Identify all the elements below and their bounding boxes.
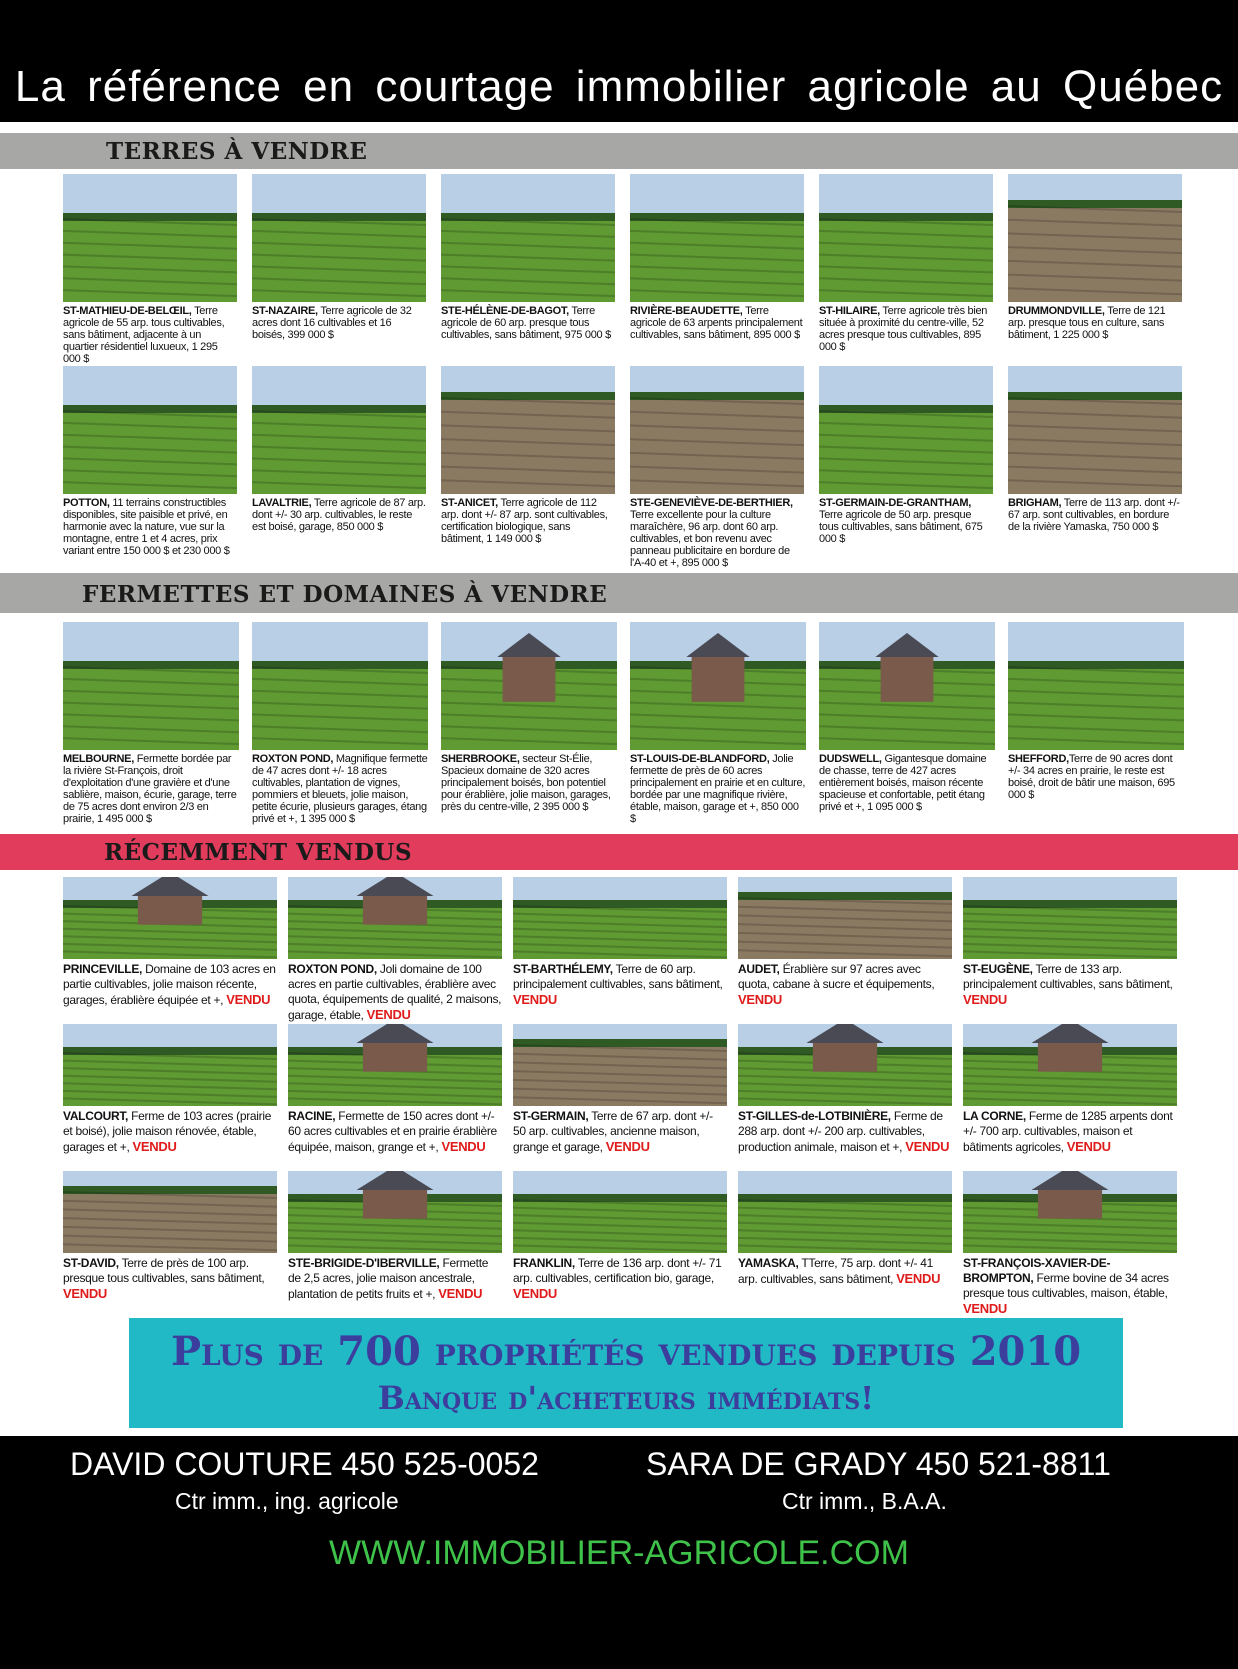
fermette-card[interactable] (630, 622, 806, 828)
terre-caption (63, 497, 237, 557)
terre-caption (630, 305, 804, 341)
agent-david-title: Ctr imm., ing. agricole (175, 1488, 399, 1514)
terre-card[interactable] (819, 366, 993, 554)
vendu-caption (288, 1109, 502, 1155)
fermette-card[interactable] (441, 622, 617, 828)
fermette-card[interactable] (63, 622, 239, 828)
terre-place: ST-NAZAIRE, (252, 305, 318, 317)
sold-label: VENDU (438, 1286, 483, 1301)
section-band-terres (0, 133, 1238, 169)
terre-place: RIVIÈRE-BEAUDETTE, (630, 305, 743, 317)
terre-card[interactable] (63, 174, 237, 365)
terre-caption (819, 497, 993, 545)
fermette-caption (63, 753, 239, 825)
fermette-place: ROXTON POND, (252, 753, 334, 765)
vendu-card[interactable] (738, 1171, 952, 1314)
fermette-caption (1008, 753, 1184, 801)
vendu-place: ST-DAVID, (63, 1256, 119, 1270)
terre-caption (63, 305, 237, 365)
terre-photo (1008, 174, 1182, 302)
agent-sara-title: Ctr imm., B.A.A. (782, 1488, 947, 1514)
vendu-photo (738, 1171, 952, 1253)
vendu-caption (513, 962, 727, 1008)
vendu-card[interactable] (288, 1024, 502, 1167)
terre-place: DRUMMONDVILLE, (1008, 305, 1105, 317)
terre-photo (63, 366, 237, 494)
terre-photo (252, 366, 426, 494)
vendu-caption (738, 962, 952, 1008)
terre-photo (63, 174, 237, 302)
vendu-photo (288, 1024, 502, 1106)
vendu-place: VALCOURT, (63, 1109, 129, 1123)
fermette-card[interactable] (1008, 622, 1184, 828)
fermette-caption (819, 753, 995, 813)
fermette-place: DUDSWELL, (819, 753, 882, 765)
vendu-photo (513, 1171, 727, 1253)
vendu-description: Terre de 67 arp. dont +/- 50 arp. cultivables, ancienne maison, grange et garage, (513, 1109, 713, 1154)
agent-david-name: DAVID COUTURE 450 525-0052 (70, 1446, 539, 1482)
promo-line-2: Banque d'acheteurs immédiats! (377, 1379, 875, 1417)
terre-caption (441, 497, 615, 545)
terre-description: Terre excellente pour la culture maraîchère, 96 arp. dont 60 arp. cultivables, et bon revenu avec panneau publicitaire en bordure de l'A-40 et +, 895 000 $ (630, 509, 790, 569)
fermette-photo (441, 622, 617, 750)
vendu-description: Domaine de 103 acres en partie cultivables, jolie maison récente, garages, érablière équipée et +, (63, 962, 276, 1007)
vendu-caption (963, 1256, 1177, 1317)
terre-caption (252, 497, 426, 533)
vendu-photo (963, 1171, 1177, 1253)
vendu-place: ROXTON POND, (288, 962, 377, 976)
footer (0, 1436, 1238, 1669)
terre-description: Terre agricole de 60 arp. presque tous cultivables, sans bâtiment, 975 000 $ (441, 305, 611, 341)
terre-place: ST-MATHIEU-DE-BELŒIL, (63, 305, 192, 317)
vendu-place: RACINE, (288, 1109, 336, 1123)
fermette-place: SHEFFORD, (1008, 753, 1069, 765)
vendu-card[interactable] (963, 1171, 1177, 1314)
vendu-caption (963, 962, 1177, 1008)
fermette-photo (630, 622, 806, 750)
terre-place: STE-HÉLÈNE-DE-BAGOT, (441, 305, 569, 317)
vendu-photo (63, 1024, 277, 1106)
sold-label: VENDU (63, 1286, 108, 1301)
vendu-description: Terre de 60 arp. principalement cultivables, sans bâtiment, (513, 962, 723, 991)
vendu-place: AUDET, (738, 962, 780, 976)
terre-photo (819, 174, 993, 302)
section-title-terres: TERRES À VENDRE (106, 138, 368, 165)
website-link[interactable]: WWW.IMMOBILIER-AGRICOLE.COM (329, 1534, 909, 1572)
fermette-card[interactable] (252, 622, 428, 828)
terre-photo (630, 174, 804, 302)
sold-label: VENDU (738, 992, 783, 1007)
vendu-card[interactable] (63, 1171, 277, 1314)
terre-description: Terre de 121 arp. presque tous en culture, sans bâtiment, 1 225 000 $ (1008, 305, 1166, 341)
vendu-photo (963, 1024, 1177, 1106)
sold-label: VENDU (605, 1139, 650, 1154)
fermette-description: Terre de 90 acres dont +/- 34 acres en prairie, le reste est boisé, droit de bâtir une maison, 695 000 $ (1008, 753, 1175, 801)
vendu-photo (288, 877, 502, 959)
fermette-description: secteur St-Élie, Spacieux domaine de 320 acres principalement boisés, bon potentiel pour érablière, jolie maison, garages, près du centre-ville, 2 395 000 $ (441, 753, 611, 813)
vendu-photo (513, 877, 727, 959)
vendu-caption (738, 1256, 952, 1287)
sold-label: VENDU (441, 1139, 486, 1154)
vendu-card[interactable] (513, 877, 727, 1020)
sold-label: VENDU (366, 1007, 411, 1022)
vendu-place: YAMASKA, (738, 1256, 799, 1270)
fermette-photo (252, 622, 428, 750)
vendu-description: Terre de près de 100 arp. presque tous cultivables, sans bâtiment, (63, 1256, 265, 1285)
fermette-place: MELBOURNE, (63, 753, 134, 765)
terre-photo (441, 174, 615, 302)
vendu-photo (738, 1024, 952, 1106)
vendu-description: Ferme de 1285 arpents dont +/- 700 arp. cultivables, maison et bâtiments agricoles, (963, 1109, 1173, 1154)
vendu-caption (513, 1256, 727, 1302)
terre-caption (1008, 305, 1182, 341)
vendu-caption (963, 1109, 1177, 1155)
terre-place: POTTON, (63, 497, 110, 509)
sold-label: VENDU (513, 1286, 558, 1301)
terre-description: Terre de 113 arp. dont +/- 67 arp. sont cultivables, en bordure de la rivière Yamaska, 750 000 $ (1008, 497, 1180, 533)
vendu-card[interactable] (738, 1024, 952, 1167)
terre-description: Terre agricole de 50 arp. presque tous cultivables, sans bâtiment, 675 000 $ (819, 509, 983, 545)
vendu-card[interactable] (963, 1024, 1177, 1167)
terre-card[interactable] (252, 366, 426, 554)
terre-place: ST-HILAIRE, (819, 305, 880, 317)
vendu-card[interactable] (513, 1024, 727, 1167)
header-bar (0, 0, 1238, 122)
section-band-vendus (0, 834, 1238, 870)
section-title-fermettes: FERMETTES ET DOMAINES À VENDRE (82, 581, 608, 608)
vendu-description: Érablière sur 97 acres avec quota, cabane à sucre et équipements, (738, 962, 935, 991)
fermette-caption (252, 753, 428, 825)
vendu-description: Joli domaine de 100 acres en partie cultivables, érablière avec quota, équipements de qualité, 2 maisons, garage, étable, (288, 962, 502, 1022)
terre-caption (630, 497, 804, 569)
vendu-place: LA CORNE, (963, 1109, 1026, 1123)
vendu-caption (738, 1109, 952, 1155)
terre-card[interactable] (441, 174, 615, 362)
vendu-card[interactable] (963, 877, 1177, 1020)
sold-label: VENDU (513, 992, 558, 1007)
fermette-caption (441, 753, 617, 813)
terre-description: Terre agricole de 32 acres dont 16 cultivables et 16 boisés, 399 000 $ (252, 305, 412, 341)
terre-card[interactable] (252, 174, 426, 362)
section-band-fermettes (0, 573, 1238, 613)
vendu-description: Fermette de 150 acres dont +/- 60 acres cultivables et en prairie érablière équipée, maison, grange et +, (288, 1109, 497, 1154)
fermette-photo (63, 622, 239, 750)
terre-card[interactable] (63, 366, 237, 557)
terre-description: Terre agricole de 112 arp. dont +/- 87 arp. sont cultivables, certification biologique, sans bâtiment, 1 149 000 $ (441, 497, 608, 545)
vendu-description: Ferme de 103 acres (prairie et boisé), jolie maison rénovée, étable, garages et +, (63, 1109, 272, 1154)
fermette-description: Jolie fermette de près de 60 acres principalement en prairie et en culture, bordée par une magnifique rivière, étable, maison, garage et +, 850 000 $ (630, 753, 806, 825)
terre-caption (1008, 497, 1182, 533)
vendu-description: TTerre, 75 arp. dont +/- 41 arp. cultivables, sans bâtiment, (738, 1256, 933, 1286)
vendu-place: FRANKLIN, (513, 1256, 575, 1270)
vendu-caption (513, 1109, 727, 1155)
vendu-card[interactable] (738, 877, 952, 1020)
terre-description: Terre agricole très bien située à proximité du centre-ville, 52 acres presque tous cultivables, 895 000 $ (819, 305, 988, 353)
terre-card[interactable] (1008, 366, 1182, 554)
terre-card[interactable] (441, 366, 615, 554)
terre-photo (441, 366, 615, 494)
fermette-photo (819, 622, 995, 750)
page-title: La référence en courtage immobilier agricole au Québec (14, 62, 1224, 111)
fermette-place: ST-LOUIS-DE-BLANDFORD, (630, 753, 770, 765)
sold-label: VENDU (963, 992, 1008, 1007)
terre-photo (630, 366, 804, 494)
vendu-description: Terre de 136 arp. dont +/- 71 arp. cultivables, certification bio, garage, (513, 1256, 722, 1285)
fermette-description: Gigantesque domaine de chasse, terre de 427 acres entièrement boisés, maison récente spacieuse et confortable, petit étang privé et +, 1 095 000 $ (819, 753, 987, 813)
section-title-vendus: RÉCEMMENT VENDUS (104, 839, 413, 866)
vendu-card[interactable] (63, 1024, 277, 1167)
vendu-card[interactable] (288, 1171, 502, 1314)
agent-sara-name: SARA DE GRADY 450 521-8811 (646, 1446, 1111, 1482)
terre-place: ST-ANICET, (441, 497, 498, 509)
terre-description: Terre agricole de 87 arp. dont +/- 30 arp. cultivables, le reste est boisé, garage, 850 000 $ (252, 497, 426, 533)
vendu-card[interactable] (513, 1171, 727, 1314)
terre-caption (441, 305, 615, 341)
vendu-description: Ferme bovine de 34 acres presque tous cultivables, maison, étable, (963, 1271, 1169, 1300)
terre-caption (819, 305, 993, 353)
vendu-place: ST-EUGÈNE, (963, 962, 1033, 976)
terre-caption (252, 305, 426, 341)
sold-label: VENDU (132, 1139, 177, 1154)
promo-banner (129, 1318, 1123, 1428)
fermette-photo (1008, 622, 1184, 750)
vendu-photo (963, 877, 1177, 959)
vendu-place: STE-BRIGIDE-D'IBERVILLE, (288, 1256, 440, 1270)
vendu-description: Terre de 133 arp. principalement cultivables, sans bâtiment, (963, 962, 1173, 991)
sold-label: VENDU (905, 1139, 950, 1154)
fermette-card[interactable] (819, 622, 995, 828)
fermette-description: Fermette bordée par la rivière St-François, droit d'exploitation d'une gravière et d'une sablière, maison, écurie, garage, terre de 75 acres dont environ 2/3 en prairie, 1 495 000 $ (63, 753, 237, 825)
fermette-place: SHERBROOKE, (441, 753, 520, 765)
vendu-description: Ferme de 288 arp. dont +/- 200 arp. cultivables, production animale, maison et +, (738, 1109, 943, 1154)
terre-description: Terre agricole de 63 arpents principalement cultivables, sans bâtiment, 895 000 $ (630, 305, 803, 341)
sold-label: VENDU (1066, 1139, 1111, 1154)
terre-place: ST-GERMAIN-DE-GRANTHAM, (819, 497, 971, 509)
vendu-photo (513, 1024, 727, 1106)
vendu-photo (288, 1171, 502, 1253)
sold-label: VENDU (226, 992, 271, 1007)
terre-place: LAVALTRIE, (252, 497, 312, 509)
terre-place: STE-GENEVIÈVE-DE-BERTHIER, (630, 497, 793, 509)
vendu-photo (63, 877, 277, 959)
promo-line-1: Plus de 700 propriétés vendues depuis 2010 (170, 1328, 1082, 1375)
vendu-caption (288, 962, 502, 1023)
vendu-card[interactable] (288, 877, 502, 1020)
terre-card[interactable] (819, 174, 993, 362)
vendu-place: PRINCEVILLE, (63, 962, 143, 976)
terre-photo (1008, 366, 1182, 494)
terre-photo (252, 174, 426, 302)
vendu-caption (63, 1256, 277, 1302)
vendu-place: ST-FRANÇOIS-XAVIER-DE-BROMPTON, (963, 1256, 1111, 1285)
fermette-description: Magnifique fermette de 47 acres dont +/- 18 acres cultivables, plantation de vignes, pommiers et bleuets, jolie maison, petite écurie, plusieurs garages, étang privé et +, 1 395 000 $ (252, 753, 428, 825)
terre-description: Terre agricole de 55 arp. tous cultivables, sans bâtiment, adjacente à un quartier résidentiel luxueux, 1 295 000 $ (63, 305, 225, 365)
terre-card[interactable] (630, 174, 804, 362)
fermette-caption (630, 753, 806, 825)
terre-card[interactable] (1008, 174, 1182, 362)
terre-place: BRIGHAM, (1008, 497, 1062, 509)
terre-card[interactable] (630, 366, 804, 569)
vendu-caption (63, 962, 277, 1008)
vendu-card[interactable] (63, 877, 277, 1020)
vendu-photo (63, 1171, 277, 1253)
vendu-caption (288, 1256, 502, 1302)
terre-photo (819, 366, 993, 494)
sold-label: VENDU (896, 1271, 941, 1286)
vendu-photo (738, 877, 952, 959)
vendu-description: Fermette de 2,5 acres, jolie maison ancestrale, plantation de petits fruits et +, (288, 1256, 489, 1301)
vendu-caption (63, 1109, 277, 1155)
vendu-place: ST-GILLES-de-LOTBINIÈRE, (738, 1109, 891, 1123)
terre-description: 11 terrains constructibles disponibles, site paisible et privé, en harmonie avec la nature, vue sur la montagne, entre 1 et 4 acres, prix variant entre 150 000 $ et 230 000 $ (63, 497, 230, 557)
vendu-place: ST-GERMAIN, (513, 1109, 589, 1123)
vendu-place: ST-BARTHÉLEMY, (513, 962, 613, 976)
sold-label: VENDU (963, 1301, 1008, 1316)
